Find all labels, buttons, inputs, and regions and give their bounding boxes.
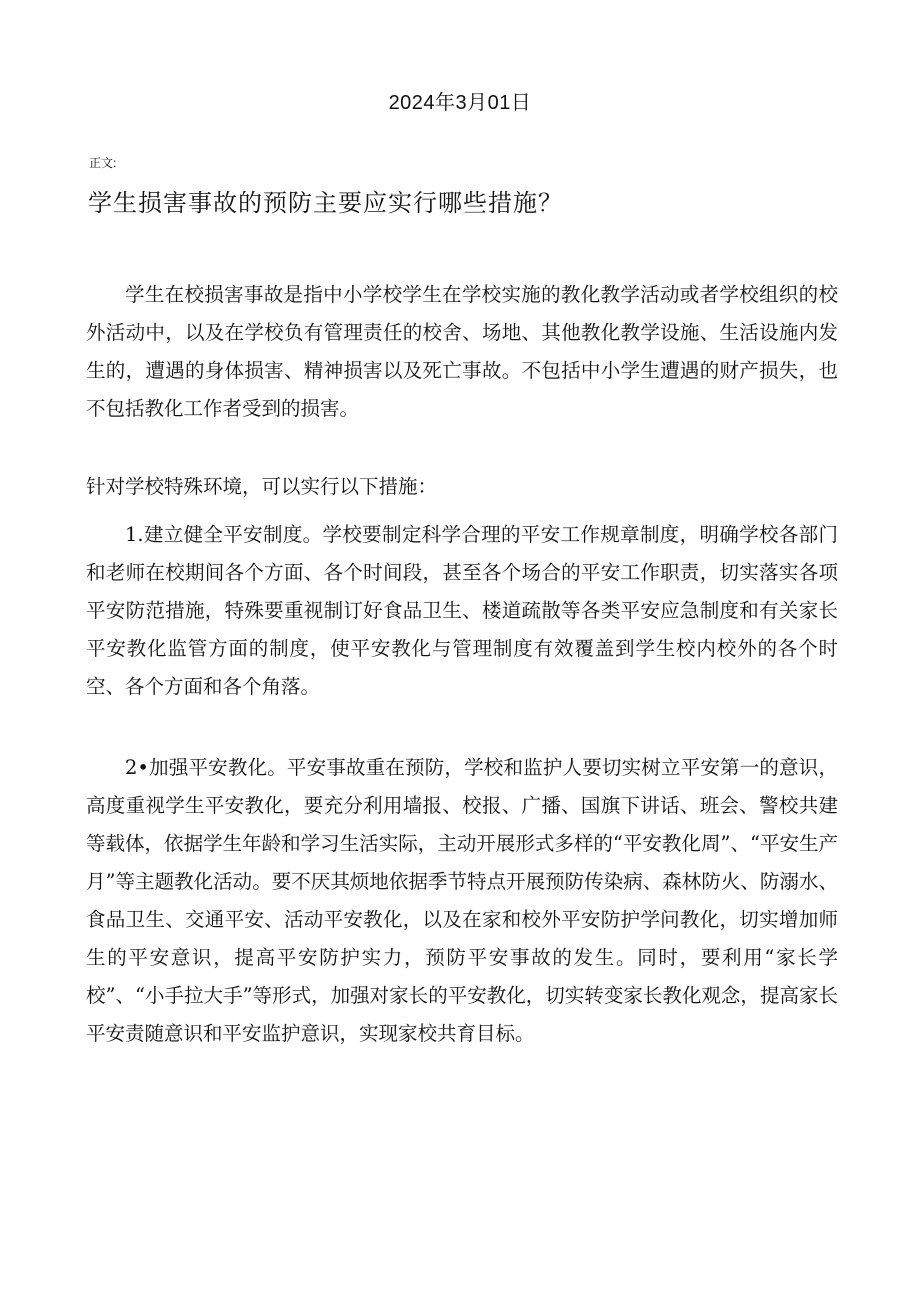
section-label: 正文: — [89, 156, 117, 170]
measure-2-paragraph: 2•加强平安教化。平安事故重在预防，学校和监护人要切实树立平安第一的意识，高度重视学生平安教化，要充分利用墙报、校报、广播、国旗下讲话、班会、警校共建等载体，依据学生年龄和学习生活实际，主动开展形式多样的“平安教化周”、“平安生产月”等主题教化活动。要不厌其烦地依据季节特点开展预防传染病、森林防火、防溺水、食品卫生、交通平安、活动平安教化，以及在家和校外平安防护学问教化，切实增加师生的平安意识，提高平安防护实力，预防平安事故的发生。同时，要利用“家长学校”、“小手拉大手”等形式，加强对家长的平安教化，切实转变家长教化观念，提高家长平安责随意识和平安监护意识，实现家校共育目标。 — [86, 756, 838, 1045]
measure-1-paragraph: 1.建立健全平安制度。学校要制定科学合理的平安工作规章制度，明确学校各部门和老师在校期间各个方面、各个时间段，甚至各个场合的平安工作职责，切实落实各项平安防范措施，特殊要重视制订好食品卫生、楼道疏散等各类平安应急制度和有关家长平安教化监管方面的制度，使平安教化与管理制度有效覆盖到学生校内校外的各个时空、各个方面和各个角落。 — [86, 523, 838, 698]
article-title: 学生损害事故的预防主要应实行哪些措施？ — [88, 189, 563, 217]
lead-paragraph: 针对学校特殊环境，可以实行以下措施： — [86, 475, 438, 498]
document-date: 2024年3月01日 — [388, 92, 532, 114]
intro-paragraph: 学生在校损害事故是指中小学校学生在学校实施的教化教学活动或者学校组织的校外活动中，以及在学校负有管理责任的校舍、场地、其他教化教学设施、生活设施内发生的，遭遇的身体损害、精神损害以及死亡事故。不包括中小学生遭遇的财产损失，也不包括教化工作者受到的损害。 — [86, 283, 838, 420]
